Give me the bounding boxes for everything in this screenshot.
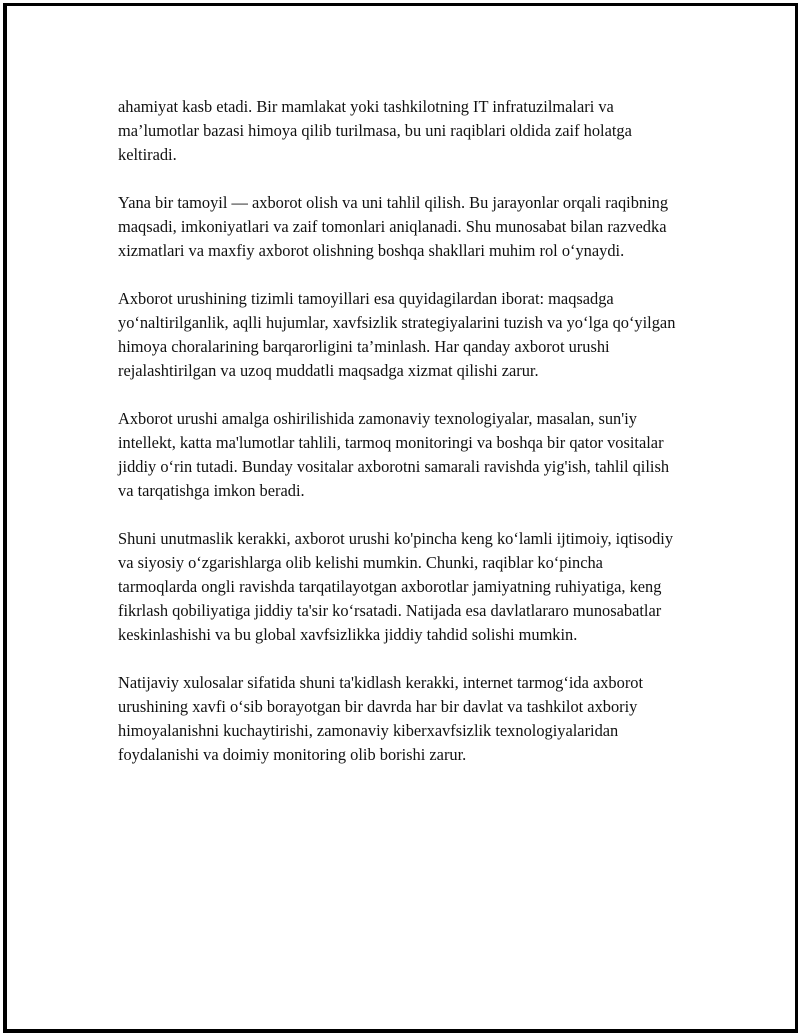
paragraph: ahamiyat kasb etadi. Bir mamlakat yoki tashkilotning IT infratuzilmalari va ma’lumotlar bazasi himoya qilib turilmasa, bu uni raqiblari oldida zaif holatga keltiradi. bbox=[118, 97, 632, 164]
paragraph: Axborot urushining tizimli tamoyillari esa quyidagilardan iborat: maqsadga yo‘naltirilganlik, aqlli hujumlar, xavfsizlik strategiyalarini tuzish va yo‘lga qo‘yilgan himoya choralarining barqarorligini ta’minlash. Har qanday axborot urushi rejalashtirilgan va uzoq muddatli maqsadga xizmat qilishi zarur. bbox=[118, 289, 676, 380]
document-body bbox=[118, 95, 678, 791]
paragraph: Natijaviy xulosalar sifatida shuni ta'kidlash kerakki, internet tarmog‘ida axborot urushining xavfi o‘sib borayotgan bir davrda har bir davlat va tashkilot axboriy himoyalanishni kuchaytirishi, zamonaviy kiberxavfsizlik texnologiyalaridan foydalanishi va doimiy monitoring olib borishi zarur. bbox=[118, 673, 644, 764]
paragraph: Yana bir tamoyil — axborot olish va uni tahlil qilish. Bu jarayonlar orqali raqibning maqsadi, imkoniyatlari va zaif tomonlari aniqlanadi. Shu munosabat bilan razvedka xizmatlari va maxfiy axborot olishning boshqa shakllari muhim rol o‘ynaydi. bbox=[118, 193, 669, 260]
paragraph: Axborot urushi amalga oshirilishida zamonaviy texnologiyalar, masalan, sun'iy intellekt, katta ma'lumotlar tahlili, tarmoq monitoringi va boshqa bir qator vositalar jiddiy o‘rin tutadi. Bunday vositalar axborotni samarali ravishda yig'ish, tahlil qilish va tarqatishga imkon beradi. bbox=[118, 409, 670, 500]
paragraph: Shuni unutmaslik kerakki, axborot urushi ko'pincha keng ko‘lamli ijtimoiy, iqtisodiy va siyosiy o‘zgarishlarga olib kelishi mumkin. Chunki, raqiblar ko‘pincha tarmoqlarda ongli ravishda tarqatilayotgan axborotlar jamiyatning ruhiyatiga, keng fikrlash qobiliyatiga jiddiy ta'sir ko‘rsatadi. Natijada esa davlatlararo munosabatlar keskinlashishi va bu global xavfsizlikka jiddiy tahdid solishi mumkin. bbox=[118, 529, 674, 644]
